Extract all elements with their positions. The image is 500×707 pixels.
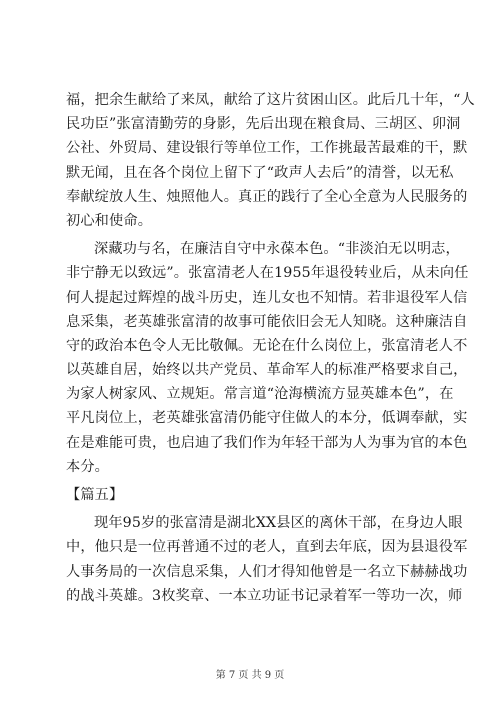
text-line: 奉献绽放人生、烛照他人。真正的践行了全心全意为人民服务的 <box>66 188 468 205</box>
text-line: 人事务局的一次信息采集，人们才得知他曾是一名立下赫赫战功 <box>66 563 468 580</box>
text-line: 公社、外贸局、建设银行等单位工作，工作挑最苦最难的干，默 <box>66 140 468 157</box>
text-line: 民功臣”张富清勤劳的身影，先后出现在粮食局、三胡区、卯洞 <box>66 116 461 133</box>
paragraph-continued <box>66 88 475 233</box>
paragraph-section-five <box>66 511 468 608</box>
text-line: 守的政治本色令人无比敬佩。无论在什么岗位上，张富清老人不 <box>66 337 468 354</box>
text-line: 初心和使命。 <box>66 212 153 229</box>
text-line: 为家人树家风、立规矩。常言道“沧海横流方显英雄本色”，在 <box>66 386 454 403</box>
section-heading <box>66 483 438 507</box>
text-line: 现年95岁的张富清是湖北XX县区的离休干部，在身边人眼 <box>94 515 463 532</box>
text-line: 非宁静无以致远”。张富清老人在1955年退役转业后，从未向任 <box>66 265 469 282</box>
text-line: 以英雄自居，始终以共产党员、革命军人的标准严格要求自己， <box>66 362 468 379</box>
text-line: 深藏功与名，在廉洁自守中永葆本色。“非淡泊无以明志， <box>94 241 460 258</box>
page-number-footer: 第 7 页 共 9 页 <box>215 670 285 681</box>
text-line: 在是难能可贵，也启迪了我们作为年轻干部为人为事为官的本色 <box>66 434 468 451</box>
paragraph-integrity <box>66 237 469 479</box>
text-line: 福，把余生献给了来凤，献给了这片贫困山区。此后几十年，“人 <box>66 92 475 108</box>
document-body <box>66 88 475 608</box>
text-line: 的战斗英雄。3枚奖章、一本立功证书记录着军一等功一次，师 <box>66 587 463 604</box>
text-line: 何人提起过辉煌的战斗历史，连儿女也不知情。若非退役军人信 <box>66 289 468 306</box>
text-line: 息采集，老英雄张富清的故事可能依旧会无人知晓。这种廉洁自 <box>66 313 468 330</box>
text-line: 本分。 <box>66 458 110 475</box>
section-title: 【篇五】 <box>66 487 124 503</box>
text-line: 中，他只是一位再普通不过的老人，直到去年底，因为县退役军 <box>66 539 468 556</box>
text-line: 默无闻，且在各个岗位上留下了“政声人去后”的清誉，以无私 <box>66 164 454 181</box>
text-line: 平凡岗位上，老英雄张富清仍能守住做人的本分，低调奉献，实 <box>66 410 468 427</box>
